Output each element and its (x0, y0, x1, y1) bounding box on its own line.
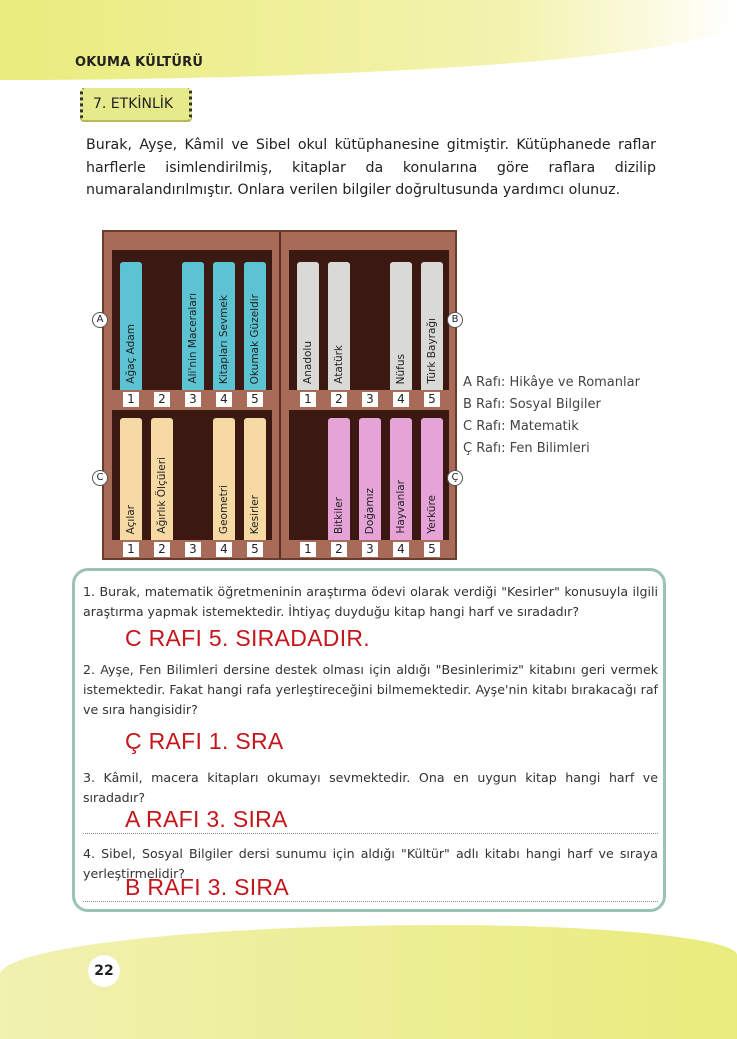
slot-number: 1 (123, 542, 139, 557)
book (244, 262, 266, 390)
legend-item: C Rafı: Matematik (463, 419, 579, 434)
book (120, 262, 142, 390)
question-1: 1. Burak, matematik öğretmeninin araştırma ödevi olarak verdiği "Kesirler" konusuyla ilgili araştırma yapmak istemektedir. İhtiyaç duyduğu kitap hangi harf ve sıradadır? (83, 584, 658, 619)
book (297, 262, 319, 390)
book (390, 262, 412, 390)
book-title: Geometri (218, 484, 230, 534)
slot-number: 4 (216, 392, 232, 407)
slot-number: 2 (331, 392, 347, 407)
book-title: Hayvanlar (395, 480, 407, 534)
legend-item: A Rafı: Hikâye ve Romanlar (463, 375, 640, 390)
book-title: Ali'nin Maceraları (187, 293, 199, 384)
slot-number: 5 (424, 542, 440, 557)
section-title: OKUMA KÜLTÜRÜ (75, 55, 204, 70)
book-title: Kitapları Sevmek (218, 294, 230, 384)
legend-item: B Rafı: Sosyal Bilgiler (463, 397, 601, 412)
answer-2: Ç RAFI 1. SRA (125, 728, 284, 754)
slot-number: 5 (424, 392, 440, 407)
slot-number: 2 (331, 542, 347, 557)
book-title: Kesirler (249, 494, 261, 534)
book-title: Nüfus (395, 353, 407, 384)
bookcase-divider (279, 232, 281, 558)
slot-number: 1 (300, 542, 316, 557)
book-title: Türk Bayrağı (426, 318, 438, 384)
book (213, 262, 235, 390)
page-number: 22 (88, 955, 120, 987)
shelf-legend (463, 372, 640, 460)
book (120, 418, 142, 540)
shelf-label: B (447, 312, 463, 328)
shelf-label: C (92, 470, 108, 486)
book-title: Ağırlık Ölçüleri (156, 457, 168, 534)
slot-number: 5 (247, 392, 263, 407)
slot-number: 3 (185, 392, 201, 407)
bookcase (96, 230, 459, 560)
book-title: Atatürk (333, 345, 345, 384)
book-title: Okumak Güzeldir (249, 293, 261, 384)
activity-badge: 7. ETKİNLİK (80, 88, 192, 120)
shelf-label: Ç (447, 470, 463, 486)
book (359, 418, 381, 540)
slot-number: 4 (393, 392, 409, 407)
slot-number: 3 (362, 392, 378, 407)
slot-number: 4 (393, 542, 409, 557)
answer-4: B RAFI 3. SIRA (125, 874, 289, 900)
slot-number: 3 (362, 542, 378, 557)
book (213, 418, 235, 540)
answer-1: C RAFI 5. SIRADADIR. (125, 625, 370, 651)
book-title: Yerküre (426, 495, 438, 534)
slot-number: 4 (216, 542, 232, 557)
book (151, 418, 173, 540)
answer-3: A RAFI 3. SIRA (125, 806, 288, 832)
shelf-label: A (92, 312, 108, 328)
slot-number: 5 (247, 542, 263, 557)
slot-number: 1 (300, 392, 316, 407)
legend-item: Ç Rafı: Fen Bilimleri (463, 441, 590, 456)
question-4: 4. Sibel, Sosyal Bilgiler dersi sunumu için aldığı "Kültür" adlı kitabı hangi harf ve sıraya yerleştirmelidir? (83, 846, 658, 881)
slot-number: 2 (154, 392, 170, 407)
intro-text: Burak, Ayşe, Kâmil ve Sibel okul kütüphanesine gitmiştir. Kütüphanede raflar harflerle isimlendirilmiş, kitaplar da konularına göre raflara dizilip numaralandırılmıştır. Onlara verilen bilgiler doğrultusunda yardımcı olunuz. (86, 137, 656, 198)
slot-number: 3 (185, 542, 201, 557)
book (328, 418, 350, 540)
book (244, 418, 266, 540)
answer-line (83, 901, 658, 902)
book (328, 262, 350, 390)
book-title: Bitkiler (333, 497, 345, 534)
answer-line (83, 833, 658, 834)
book (390, 418, 412, 540)
question-2: 2. Ayşe, Fen Bilimleri dersine destek olması için aldığı "Besinlerimiz" kitabını geri vermek istemektedir. Fakat hangi rafa yerleştireceğini bilmemektedir. Ayşe'nin kitabı bırakacağı raf ve sıra hangisidir? (83, 662, 658, 717)
book (182, 262, 204, 390)
book-title: Doğamız (364, 487, 376, 534)
book-title: Açılar (125, 504, 137, 534)
book-title: Ağaç Adam (125, 324, 137, 384)
book-title: Anadolu (302, 341, 314, 384)
book (421, 262, 443, 390)
question-3: 3. Kâmil, macera kitapları okumayı sevmektedir. Ona en uygun kitap hangi harf ve sıradadır? (83, 770, 658, 805)
slot-number: 1 (123, 392, 139, 407)
slot-number: 2 (154, 542, 170, 557)
book (421, 418, 443, 540)
